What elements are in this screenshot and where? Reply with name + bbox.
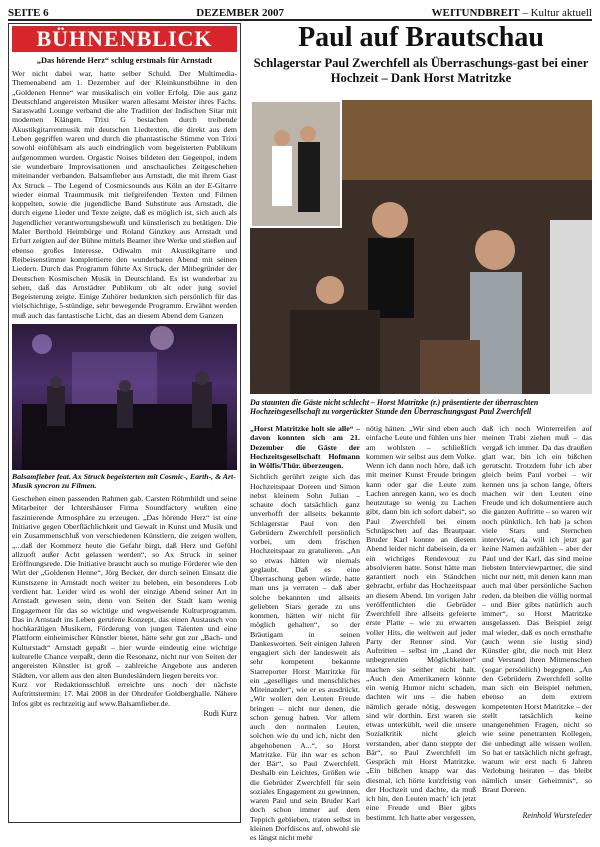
- page-number: SEITE 6: [8, 7, 49, 19]
- main-title: Paul auf Brautschau: [298, 22, 544, 53]
- article-body-3: Kurz vor Redaktionsschluß erreichte uns noch der nächste Auftrittstermin: 17. Mai 2008 in der Ohrdrufer Goldberghalle. Nähere Infos gibt es rechtzeitig auf www.Balsamfieber.de.: [12, 679, 237, 708]
- main-column-3: [482, 424, 592, 822]
- article-body-2: Geschehen einen passenden Rahmen gab. Carsten Röhmhildt und seine Mitarbeiter der Ichtershäuser Firma Soundfactory wußten eine faszinierende Atmosphäre zu erzeugen. „Das hörende Herz“ ist eine Initiative gegen Oberflächlichkeit und Gewalt in Kunst und Musik und ein Zusammenschluß von verschiedenen Künstlern, die zeigen wollen, „...daß der Kommerz heute die Gefahr birgt, daß Herz und Gefühl allzuoft außer Acht gelassen werden“, so Ax Struck in seiner Eröffnungsrede. Die Initiative braucht auch so mutige Förderer wie den Wirt der „Goldenen Henne“, Jörg Becker, der durch seinen Einsatz die Kunstszene in Arnstadt noch weiter zu beleben, ein besonderes Lob verdient hat. Leider wird es wohl der einzige Abend seiner Art in Arnstadt gewesen sein, denn von Seiten der Stadt kam wenig Engagement für das so wichtige und wegweisende Kulturprogramm. Das in Arnstadt ins Leben gerufene Konzept, das einen Austausch von hochkarätigen Musikern, Förderung von jungen Talenten und eine Plattform einheimischer Künstler bietet, hätte sehr gut zur „Bach- und Kulturstadt“ Arnstadt gepaßt – hier wurde eindeutig eine wichtige kulturelle Chance verpaßt, denn die Resonanz, nicht nur von Seiten der angereisten Künstler ist groß – zahlreiche Angebote aus anderen Städten, vor allem aus den alten Bundesländern liegen bereits vor.: [12, 494, 237, 680]
- article-headline: „Das hörende Herz“ schlug erstmals für Arnstadt: [36, 56, 213, 65]
- newspaper-page: [8, 6, 592, 842]
- wedding-couple-inset: [250, 100, 342, 228]
- main-author: Reinhold Wursteleder: [522, 810, 592, 820]
- main-photo-caption: Da staunten die Gäste nicht schlecht – Horst Matritzke (r.) präsentierte der überraschten Hochzeitsgesellschaft zu vorgerückter Stunde den Überraschungsgast Paul Zwerchfell: [250, 398, 539, 417]
- main-column-1: [250, 424, 360, 842]
- main-column-2: [366, 424, 476, 822]
- main-article-columns: [250, 424, 592, 842]
- concert-photo: [12, 324, 237, 470]
- column-1-text: Sichtlich gerührt zeigte sich das Hochzeitspaar Doreen und Simon nebst kleinem Sohn Julian – schaute doch tatsächlich ganz unverhofft der allseits bekannte Schlagerstar Paul von den Gebrüdern Zwerchfell persönlich vorbei, um dem frischen Hochzeitspaar zu gratulieren. „An so etwas hätten wir niemals geglaubt. Daß es eine Überraschung geben würde, hatte man uns ja verraten – daß aber solche bekannten und allseits geliebten Stars gerade zu uns kommen, hätten wir nicht für möglich gehalten“, so der Bräutigam in seinen Dankesworten. Seit einigen Jahren engagiert sich der landesweit als sehr kompetent bekannte Starreporter Horst Matritzke für ein „geselliges und menschliches Miteinander“, wie er es ausdrückt. „Wir wollen den Leuten Freude bringen – nicht nur denen, die schon genug haben. Vor allem auch den normalen Leuten, solchen wie du und ich, nicht den abgehobenen A...“, so Horst Matritzke. Für ihn war es schon der Bär“, so Paul Zwerchfell. Deshalb ein Leichtes, Größen wie die Gebrüder Zwerchfell für sein soziales Engagement zu gewinnen, waren Paul und sein Bruder Karl doch schon immer auf dem Teppich geblieben, traten selbst in kleinen Dorfdiscos auf, obwohl sie es längst nicht mehr: [250, 472, 360, 842]
- left-author: Rudi Kurz: [203, 708, 237, 718]
- main-subtitle: Schlagerstar Paul Zwerchfell als Überraschungs-gast bei einer Hochzeit – Dank Horst Matritzke: [253, 56, 589, 85]
- wedding-couple-illustration: [252, 102, 340, 226]
- page-header: [8, 6, 592, 21]
- column-2-text: nötig hätten. „Wir sind eben auch einfache Leute und fühlen uns hier am wohlsten – schließlich kommen wir selbst aus dem Volke. Wenn ich dann noch höre, daß ich mit meiner Kunst Freude bringen kann oder gar die Leute zum Lachen anregen kann, wo es doch heutzutage so wenig zu Lachen gibt, dann bin ich sofort dabei“, so Paul Zwerchfell bei einem Schnäpschen auf das Brautpaar. Bruder Karl konnte an diesem Abend leider nicht dabeisein, da er ein wichtiges Rendevouz zu absolvieren hatte. Sonst hätte man garantiert noch ein Ständchen gebracht, erfuhr das Hochzeitspaar an diesem Abend. Im vorigen Jahr veröffentlichten die Gebrüder Zwerchfell ihre allseits gefeierte erste Platte – wie zu erwarten voller Hits, die weltweit auf jeder Party der Renner sind. Vor Auftritten – selbst im „Land der unbegrenzten Möglichkeiten“ machen sie seither nicht halt. „Auch den Amerikanern könnte ein wenig Humor nicht schaden, dachten wir uns – die haben nämlich gerade nötig, deswegen sind wir dorthin. Erst waren sie etwas unterkühlt, weil die unsere Sozialkritik nicht gleich verstanden, aber dann steppte der Bär“, so Paul Zwerchfell im Gespräch mit Horst Matritzke. „Ein bißchen knapp war das diesmal, ich hörte kurzfristig von der Hochzeit und dachte, da muß ich hin, den Leuten mach’ ich jetzt eine Freude und Bier gibts bestimmt. Ich hatte aber vergessen,: [366, 424, 476, 822]
- buehnenblick-article: [8, 23, 241, 823]
- concert-caption: Balsamfieber feat. Ax Struck begeisterten mit Cosmic-, Earth-, & Art-Musik syncron zu Filmen.: [12, 472, 236, 491]
- section-kicker: BÜHNENBLICK: [12, 26, 237, 52]
- concert-photo-illustration: [12, 324, 237, 470]
- issue-date: DEZEMBER 2007: [196, 7, 284, 19]
- article-body-1: Wer nicht dabei war, hatte selber Schuld. Der Multimedia-Themenabend am 1. Dezember auf der Kleinkunstbühne in den „Goldenen Henne“ war musikalisch ein voller Erfolg. Die aus ganz Deutschland angereisten Musiker waren allesamt Meister ihres Fachs. Saraswathi Lounge verband die alte Tradition der Indischen Sitar mit modernen Klängen. Trixi G bestachen durch treibende Akustikgitarrenmusik mit deutschen Liedtexten, die direkt aus dem Leben gegriffen waren und durch die phantastische Stimme von Trixi sowohl einfühlsam als auch eindringlich vom begeisterten Publikum aufgenommen wurden. Orgastic Noises bildeten den Gegenpol, indem sie wunderbare Improvisationen und anschauliches Zeitgeschehen miteinander verbanden. Balsamfieber aus Arnstadt, die mit ihrem Gast Ax Struck – The Legend of Cosmicsounds aus Köln an der E-Gitarre wieder einmal Traummusik mit tiefgreifenden Texten und Filmen koppelten, sowie die jugendliche Band Substitute aus Arnstadt, die durch eigene Lieder und Texte zeigte, daß es möglich ist, sich auch als Jugendlicher verantwortungsbewußt und künstlerisch zu betätigen. Die Maler Berthold Heimbürge und Roland Ginzkey aus Arnstadt und Erfurt zeigten auf der Bühne mittels Beamer ihre Werke und stießen auf ebenso großes Interesse. Odiwalm mit Akustikgitarre und Reibeisenstimme komplettierte den wunderbaren Abend mit seinen Liedern. Durch das Programm führte Ax Struck, der Mitbegründer der Deutschen Kosmischen Musik in Deutschland. Es ist wunderbar zu sehen, daß das Arnstädter Publikum ob alt oder jung soviel Begeisterung zeigte. Einige Zuhörer bedankten sich persönlich für das vielschichtige, 5-stündige, sehr bewegende Programm. Erwähnt werden muß auch das fantastische Licht, das an diesem Abend dem Ganzen: [12, 69, 237, 320]
- column-3-text: daß ich noch Winterreifen auf meinen Trabi ziehen muß – das vergaß ich immer. Da das draußen glatt war, bin ich ein bißchen gerutscht. Trotzdem fuhr ich aber gleich beim Paul vorbei – wir kennen uns ja schon lange, öfters machen wir den Leuten eine Freude und ich dokumentiere auch die ganzen Auftritte – so waren wir noch pünktlich. Ich hab ja schon viele Stars und Sternchen interviewt, da will ich jetzt gar keine Namen aufzählen – aber der Paul und der Karl, das sind meine liebsten Interviewpartner, die sind nicht nur nett, mit denen kann man auch mal über persönliche Sachen reden, da bleiben die völlig normal – und Bier gibts natürlich auch immer“, so Horst Matritzke ausgelassen. Das Beispiel zeigt mal wieder, daß es noch ernsthafte (auch wenn sie lustig sind) Künstler gibt, die noch mit Herz und Verstand ihren Mitmenschen (sogar persönlich) begegnen. „An den Gebrüdern Zwerchfell sollte man sich ein Beispiel nehmen, ebenso an dem extrem kompetenten Horst Matritzke – der stellt tatsächlich keine unangenehmen Fragen, nicht so wie seine penetranten Kollegen, die unbedingt alle wissen wollen. So hat er tatsächlich nicht gefragt, warum wir erst nach 6 Jahren Verlobung heiraten – das bleibt nämlich unser Geheimnis“, so Braut Doreen.: [482, 424, 592, 794]
- publication-name: WEITUNDBREIT – Kultur aktuell: [431, 7, 592, 19]
- lead-paragraph: „Horst Matritzke holt sie alle“ – davon konnten sich am 21. Dezember die Gäste der Hochzeitsgesellschaft Hofmann in Wölfis/Thür. überzeugen.: [250, 424, 360, 470]
